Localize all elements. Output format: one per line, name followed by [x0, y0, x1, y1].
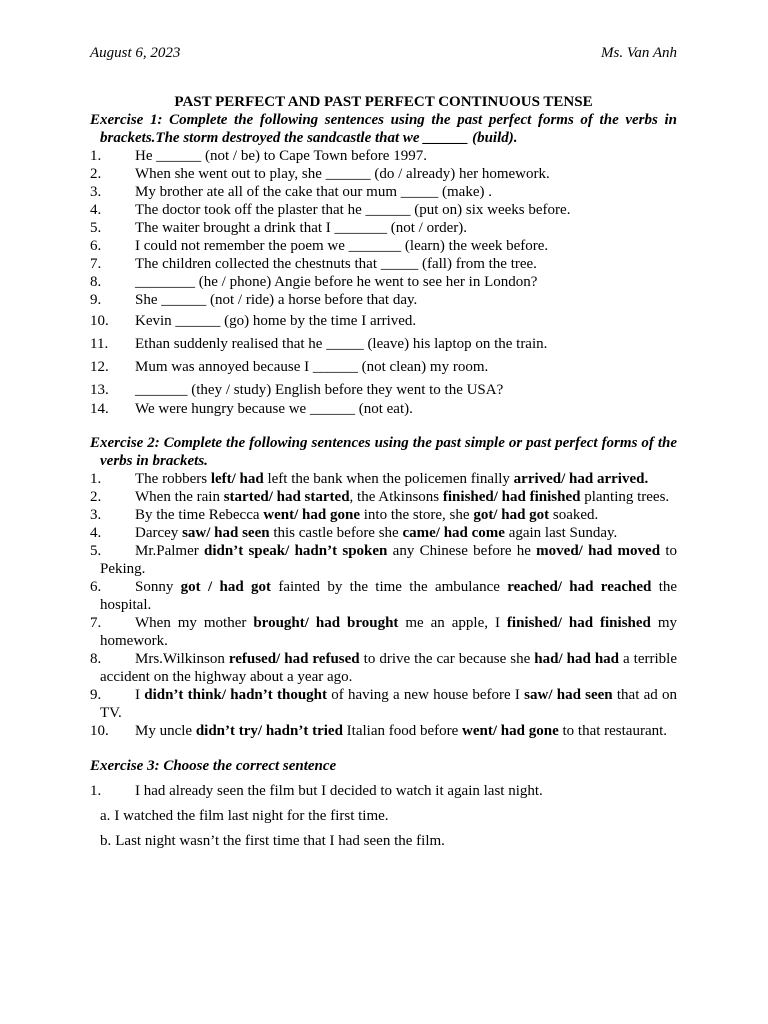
item-text: She ______ (not / ride) a horse before that day.: [135, 292, 418, 308]
option-text: Last night wasn’t the first time that I had seen the film.: [115, 833, 445, 849]
item-number: 4.: [90, 525, 102, 541]
item-number: 1.: [90, 148, 102, 164]
exercise-3-heading: Exercise 3: Choose the correct sentence: [90, 758, 337, 774]
sentence-text: The robbers: [135, 471, 211, 487]
item-text: The doctor took off the plaster that he ______ (put on) six weeks before.: [135, 202, 571, 218]
exercise-2-item: [90, 650, 677, 686]
exercise-2-heading: Exercise 2: Complete the following sentences using the past simple or past perfect forms of the verbs in brackets.: [90, 435, 677, 469]
item-text: I could not remember the poem we _______ (learn) the week before.: [135, 238, 549, 254]
exercise-1-item: [90, 201, 677, 219]
sentence-text: to Peking.: [100, 543, 677, 577]
option-label: b.: [100, 833, 112, 849]
sentence-text: again last Sunday.: [504, 525, 618, 541]
item-number: 7.: [90, 615, 102, 631]
exercise-2-item: [90, 614, 677, 650]
item-number: 2.: [90, 166, 102, 182]
sentence-text: When the rain: [135, 489, 224, 505]
answer-choice: didn’t try/ hadn’t tried: [195, 723, 343, 739]
exercise-3: [90, 757, 677, 850]
exercise-1-item: [90, 237, 677, 255]
sentence-text: into the store, she: [359, 507, 474, 523]
exercise-2-item: [90, 488, 677, 506]
answer-choice: didn’t speak/ hadn’t spoken: [204, 543, 388, 559]
answer-choice: had/ had had: [534, 651, 620, 667]
sentence-text: I: [135, 687, 145, 703]
item-text: When she went out to play, she ______ (do / already) her homework.: [135, 166, 550, 182]
exercise-2-item: [90, 686, 677, 722]
item-number: 8.: [90, 651, 102, 667]
sentence-text: the hospital.: [100, 579, 678, 613]
sentence-text: fainted by the time the ambulance: [271, 579, 508, 595]
answer-choice: refused/ had refused: [228, 651, 360, 667]
answer-choice: saw/ had seen: [182, 525, 270, 541]
item-number: 4.: [90, 202, 102, 218]
item-number: 9.: [90, 687, 102, 703]
answer-option: [90, 832, 677, 850]
exercise-2-item: [90, 722, 677, 740]
answer-choice: brought/ had brought: [253, 615, 399, 631]
item-text: We were hungry because we ______ (not eat).: [135, 401, 413, 417]
exercise-1-item: [90, 335, 677, 353]
item-text: The waiter brought a drink that I _______ (not / order).: [135, 220, 467, 236]
item-number: 14.: [90, 401, 109, 417]
item-number: 13.: [90, 382, 109, 398]
answer-choice: got/ had got: [473, 507, 550, 523]
header-teacher: Ms. Van Anh: [601, 45, 677, 61]
item-number: 5.: [90, 220, 102, 236]
exercise-2-item: [90, 470, 677, 488]
item-number: 3.: [90, 184, 102, 200]
sentence-text: my homework.: [100, 615, 677, 649]
answer-choice: went/ had gone: [263, 507, 360, 523]
exercise-2-item: [90, 578, 677, 614]
exercise-1: [90, 111, 677, 418]
item-number: 10.: [90, 723, 109, 739]
header-date: August 6, 2023: [90, 45, 181, 61]
item-number: 7.: [90, 256, 102, 272]
item-number: 1.: [90, 783, 102, 799]
exercise-1-item: [90, 312, 677, 330]
item-text: He ______ (not / be) to Cape Town before 1997.: [135, 148, 427, 164]
answer-choice: started/ had started: [223, 489, 350, 505]
exercise-2-item: [90, 524, 677, 542]
sentence-text: Sonny: [135, 579, 181, 595]
sentence-text: any Chinese before he: [387, 543, 537, 559]
sentence-text: Darcey: [135, 525, 183, 541]
exercise-1-item: [90, 381, 677, 399]
answer-choice: finished/ had finished: [506, 615, 651, 631]
item-number: 2.: [90, 489, 102, 505]
item-number: 9.: [90, 292, 102, 308]
answer-choice: moved/ had moved: [536, 543, 661, 559]
exercise-1-item: [90, 291, 677, 309]
item-text: ________ (he / phone) Angie before he went to see her in London?: [135, 274, 538, 290]
item-number: 6.: [90, 238, 102, 254]
sentence-text: soaked.: [549, 507, 599, 523]
item-text: The children collected the chestnuts that _____ (fall) from the tree.: [135, 256, 537, 272]
exercise-1-item: [90, 219, 677, 237]
item-text: My brother ate all of the cake that our mum _____ (make) .: [135, 184, 492, 200]
answer-choice: got / had got: [180, 579, 272, 595]
exercise-1-item: [90, 273, 677, 291]
item-number: 12.: [90, 359, 109, 375]
item-text: I had already seen the film but I decided to watch it again last night.: [135, 783, 543, 799]
sentence-text: of having a new house before I: [327, 687, 525, 703]
exercise-3-item: [90, 782, 677, 800]
exercise-1-item: [90, 358, 677, 376]
item-number: 1.: [90, 471, 102, 487]
exercise-3-list: [90, 782, 677, 850]
item-number: 3.: [90, 507, 102, 523]
sentence-text: My uncle: [135, 723, 196, 739]
sentence-text: to that restaurant.: [558, 723, 668, 739]
item-number: 11.: [90, 336, 109, 352]
item-number: 8.: [90, 274, 102, 290]
answer-choice: didn’t think/ hadn’t thought: [144, 687, 328, 703]
sentence-text: a terrible accident on the highway about a year ago.: [100, 651, 677, 685]
item-number: 5.: [90, 543, 102, 559]
sentence-text: me an apple, I: [398, 615, 507, 631]
item-text: _______ (they / study) English before they went to the USA?: [135, 382, 504, 398]
worksheet-body: [90, 93, 677, 850]
sentence-text: Italian food before: [342, 723, 463, 739]
item-text: Kevin ______ (go) home by the time I arrived.: [135, 313, 417, 329]
answer-choice: left/ had: [210, 471, 264, 487]
answer-option: [90, 807, 677, 825]
exercise-2-item: [90, 542, 677, 578]
exercise-1-heading: Exercise 1: Complete the following sentences using the past perfect forms of the verbs in brackets.The storm destroyed the sandcastle that we ______ (build).: [90, 112, 677, 146]
option-label: a.: [100, 808, 111, 824]
exercise-1-item: [90, 400, 677, 418]
exercise-1-item: [90, 147, 677, 165]
item-text: Ethan suddenly realised that he _____ (leave) his laptop on the train.: [135, 336, 548, 352]
item-text: Mum was annoyed because I ______ (not clean) my room.: [135, 359, 489, 375]
exercise-2-list: [90, 470, 677, 740]
item-number: 10.: [90, 313, 109, 329]
answer-choice: saw/ had seen: [524, 687, 613, 703]
exercise-1-item: [90, 255, 677, 273]
sentence-text: Mr.Palmer: [135, 543, 205, 559]
exercise-2-item: [90, 506, 677, 524]
sentence-text: left the bank when the policemen finally: [263, 471, 514, 487]
answer-choice: arrived/ had arrived.: [513, 471, 649, 487]
sentence-text: that ad on TV.: [100, 687, 677, 721]
answer-choice: went/ had gone: [462, 723, 559, 739]
option-text: I watched the film last night for the first time.: [114, 808, 389, 824]
sentence-text: planting trees.: [580, 489, 670, 505]
sentence-text: this castle before she: [269, 525, 403, 541]
sentence-text: , the Atkinsons: [349, 489, 443, 505]
page-title: PAST PERFECT AND PAST PERFECT CONTINUOUS TENSE: [174, 94, 593, 110]
exercise-1-item: [90, 165, 677, 183]
exercise-1-list: [90, 147, 677, 418]
answer-choice: came/ had come: [402, 525, 505, 541]
sentence-text: When my mother: [135, 615, 254, 631]
answer-choice: reached/ had reached: [507, 579, 652, 595]
sentence-text: By the time Rebecca: [135, 507, 264, 523]
exercise-2: [90, 434, 677, 740]
page-header: [90, 44, 677, 62]
item-number: 6.: [90, 579, 102, 595]
answer-choice: finished/ had finished: [442, 489, 581, 505]
sentence-text: to drive the car because she: [359, 651, 535, 667]
exercise-1-item: [90, 183, 677, 201]
sentence-text: Mrs.Wilkinson: [135, 651, 229, 667]
